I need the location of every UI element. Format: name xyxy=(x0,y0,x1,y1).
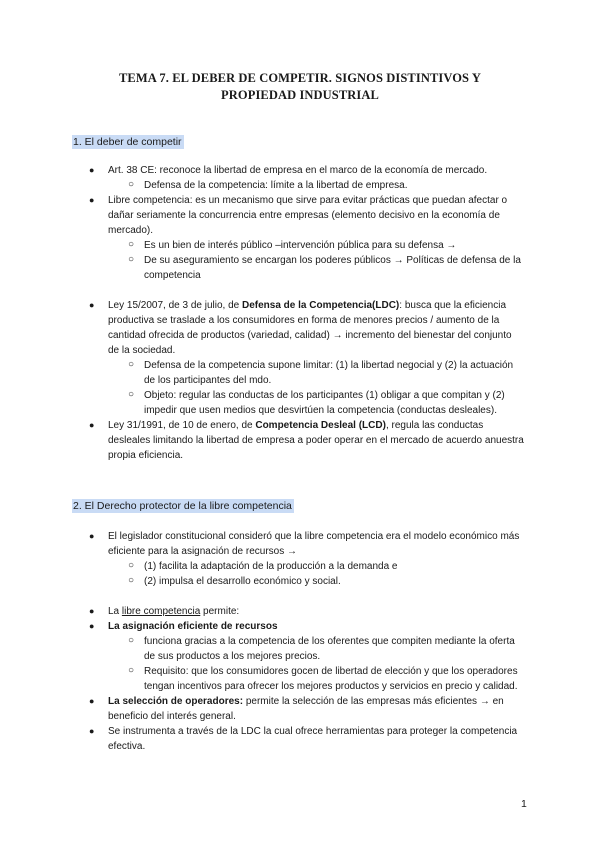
sub-list-item: ○ funciona gracias a la competencia de los oferentes que compiten mediante la oferta de sus productos a los mejores precios. xyxy=(128,635,515,662)
circle-bullet-icon: ○ xyxy=(128,575,135,586)
bullet-icon: ● xyxy=(89,531,95,541)
section-1-label: 1. El deber de competir xyxy=(73,136,182,148)
bullet-icon: ● xyxy=(89,420,95,430)
bullet-icon: ● xyxy=(89,696,95,706)
section-heading-1 xyxy=(72,135,184,149)
bullet-icon: ● xyxy=(89,300,95,310)
section-2-list xyxy=(0,529,600,754)
bullet-icon: ● xyxy=(89,621,95,631)
circle-bullet-icon: ○ xyxy=(128,560,135,571)
title-line-1: TEMA 7. EL DEBER DE COMPETIR. SIGNOS DISTINTIVOS Y xyxy=(118,71,481,85)
list-item: ● Se instrumenta a través de la LDC la cual ofrece herramientas para proteger la competencia efectiva. xyxy=(89,726,518,752)
circle-bullet-icon: ○ xyxy=(128,665,135,676)
bullet-icon: ● xyxy=(89,606,95,616)
list-item: ● La libre competencia permite: xyxy=(89,606,240,617)
title-line-2: PROPIEDAD INDUSTRIAL xyxy=(221,88,379,102)
bullet-icon: ● xyxy=(89,195,95,205)
sub-list-item: ○ (2) impulsa el desarrollo económico y social. xyxy=(128,575,341,587)
section-1-list xyxy=(0,163,600,463)
sub-list-item: ○ (1) facilita la adaptación de la producción a la demanda e xyxy=(128,560,398,572)
list-item: ● Ley 15/2007, de 3 de julio, de Defensa de la Competencia(LDC): busca que la eficiencia productiva se traslade a los consumidores en forma de menores precios / aumento de la cantidad ofrecida de productos (variedad, calidad) → incremento del bienestar del conjunto de la sociedad. xyxy=(89,300,512,356)
page-number: 1 xyxy=(521,798,527,810)
bullet-icon: ● xyxy=(89,726,95,736)
list-item: ● El legislador constitucional consideró que la libre competencia era el modelo económico más eficiente para la asignación de recursos → xyxy=(89,531,520,557)
sub-list-item: ○ Requisito: que los consumidores gocen de libertad de elección y que los operadores tengan incentivos para ofrecer los mejores productos y servicios en precio y calidad. xyxy=(128,665,518,692)
sub-list-item: ○ Defensa de la competencia: límite a la libertad de empresa. xyxy=(128,179,408,191)
circle-bullet-icon: ○ xyxy=(128,359,135,370)
document-title xyxy=(60,70,540,104)
list-item: ● Art. 38 CE: reconoce la libertad de empresa en el marco de la economía de mercado. xyxy=(89,165,488,176)
sub-list-item: ○ Es un bien de interés público –intervención pública para su defensa → xyxy=(128,239,457,251)
sub-list-item: ○ De su aseguramiento se encargan los poderes públicos → Políticas de defensa de la competencia xyxy=(128,254,521,281)
bullet-icon: ● xyxy=(89,165,95,175)
circle-bullet-icon: ○ xyxy=(128,635,135,646)
circle-bullet-icon: ○ xyxy=(128,389,135,400)
section-2-label: 2. El Derecho protector de la libre competencia xyxy=(73,500,292,512)
section-heading-2 xyxy=(72,499,294,513)
circle-bullet-icon: ○ xyxy=(128,179,135,190)
list-item: ● Ley 31/1991, de 10 de enero, de Competencia Desleal (LCD), regula las conductas desleales limitando la libertad de empresa a poder operar en el mercado de acuerdo anuestra propia eficiencia. xyxy=(89,420,524,461)
sub-list-item: ○ Objeto: regular las conductas de los participantes (1) obligar a que compitan y (2) impedir que usen medios que desvirtúen la competencia (conductas desleales). xyxy=(128,389,505,416)
list-item: ● La asignación eficiente de recursos xyxy=(89,621,278,632)
list-item: ● La selección de operadores: permite la selección de las empresas más eficientes → en beneficio del interés general. xyxy=(89,696,504,722)
list-item: ● Libre competencia: es un mecanismo que sirve para evitar prácticas que puedan afectar o dañar seriamente la concurrencia entre empresas (elemento decisivo en la economía de mercado). xyxy=(89,195,508,236)
circle-bullet-icon: ○ xyxy=(128,254,135,265)
circle-bullet-icon: ○ xyxy=(128,239,135,250)
sub-list-item: ○ Defensa de la competencia supone limitar: (1) la libertad negocial y (2) la actuación de los participantes del mdo. xyxy=(128,359,514,386)
